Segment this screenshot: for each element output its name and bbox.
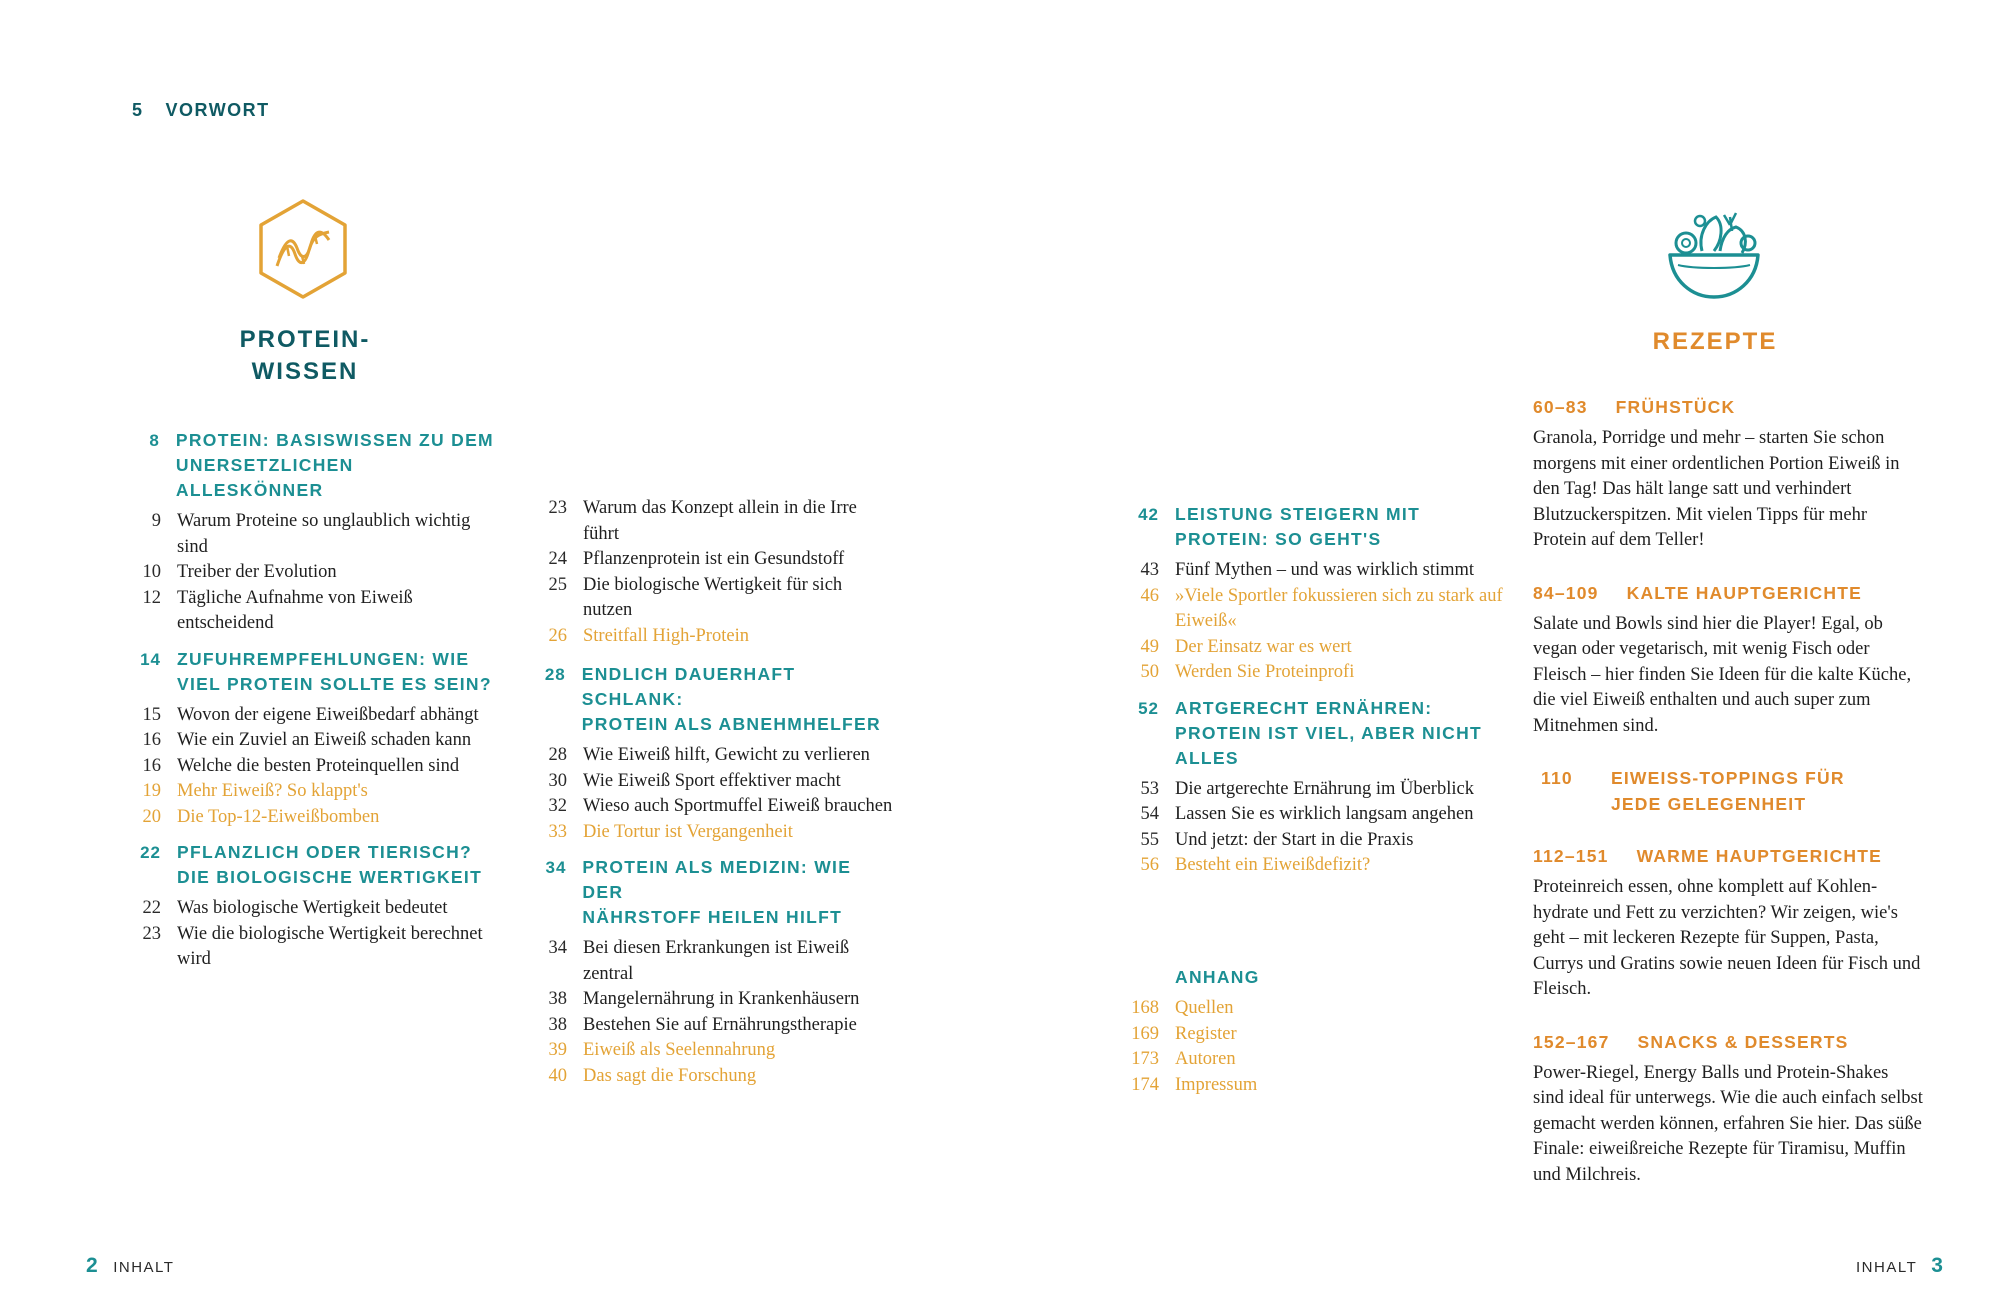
footer-right (1856, 1254, 1944, 1278)
entry-page-number: 20 (142, 806, 161, 827)
toc-entry[interactable] (1116, 853, 1506, 879)
toc-entry[interactable] (118, 779, 498, 805)
entry-title: Wie die biologische Wertigkeit berechnet wird (177, 923, 483, 969)
toc-entry[interactable] (1116, 1073, 1416, 1099)
recipe-page-range: 112–151 (1533, 846, 1609, 866)
recipe-section-title: EIWEISS-TOPPINGS FÜR JEDE GELEGENHEIT (1611, 768, 1845, 814)
anhang-section (1116, 965, 1416, 1108)
recipe-section-heading (1533, 1029, 1923, 1055)
section-title-line: ZUFUHREMPFEHLUNGEN: WIE (177, 648, 470, 669)
entry-title: Die Tortur ist Vergangenheit (583, 821, 793, 842)
entry-page-number: 12 (142, 587, 161, 608)
section-page-number: 34 (545, 858, 567, 877)
toc-entry[interactable] (524, 547, 894, 573)
section-title-line: PROTEIN IST VIEL, ABER NICHT (1175, 722, 1483, 743)
entry-page-number: 33 (548, 821, 567, 842)
entry-page-number: 19 (142, 781, 161, 801)
section-title-line: PFLANZLICH ODER TIERISCH? (177, 842, 472, 862)
section-title-line: UNERSETZLICHEN ALLESKÖNNER (175, 455, 354, 500)
dna-hexagon-icon (257, 198, 349, 300)
toc-entry[interactable] (524, 987, 894, 1013)
toc-entry[interactable] (118, 586, 498, 637)
entry-page-number: 49 (1140, 636, 1159, 657)
page-number-right: 3 (1931, 1254, 1945, 1277)
toc-entry[interactable] (524, 496, 894, 547)
toc-entry[interactable] (1116, 1047, 1416, 1073)
entry-title: Streitfall High-Protein (583, 625, 749, 646)
entry-title: »Viele Sportler fokussieren sich zu stark auf Eiweiß« (1175, 585, 1503, 631)
section-page-number: 28 (544, 665, 566, 684)
entry-page-number: 24 (548, 549, 567, 569)
recipe-section[interactable] (1533, 843, 1923, 1003)
entry-title: Wie Eiweiß Sport effektiver macht (583, 770, 841, 791)
entry-title: Warum das Konzept allein in die Irre führt (583, 498, 857, 544)
toc-entry[interactable] (524, 936, 894, 987)
recipe-section-title: WARME HAUPTGERICHTE (1636, 846, 1883, 866)
toc-entry[interactable] (1116, 635, 1506, 661)
section-page-number: 22 (140, 843, 161, 862)
toc-entry[interactable] (118, 728, 498, 754)
entry-page-number: 10 (142, 562, 161, 582)
toc-entry[interactable] (1116, 828, 1506, 854)
entry-page-number: 56 (1140, 855, 1159, 875)
toc-entry[interactable] (524, 1064, 894, 1090)
section-title-line: ARTGERECHT ERNÄHREN: (1175, 697, 1433, 718)
recipe-section-description: Proteinreich essen, ohne komplett auf Kohlen-hydrate und Fett zu verzichten? Wir zeigen, wie's geht – mit leckeren Rezepte für Suppen, Pasta, Currys und Gratins sowie neuen Ideen für Fisch und Fleisch. (1533, 877, 1921, 999)
toc-entry[interactable] (1116, 660, 1506, 686)
entry-page-number: 34 (548, 938, 567, 958)
entry-title: Warum Proteine so unglaublich wichtig sind (177, 511, 471, 557)
recipe-page-range: 110 (1541, 768, 1573, 788)
entry-page-number: 16 (142, 730, 161, 750)
toc-entry[interactable] (118, 509, 498, 560)
section-entries (118, 896, 498, 973)
entry-page-number: 168 (1131, 998, 1159, 1018)
toc-entry[interactable] (118, 922, 498, 973)
rezepte-heading: REZEPTE (1652, 328, 1778, 355)
entry-title: Impressum (1175, 1074, 1258, 1095)
toc-entry[interactable] (524, 820, 894, 846)
entry-page-number: 39 (548, 1040, 567, 1060)
entry-page-number: 9 (151, 511, 161, 531)
entry-title: Was biologische Wertigkeit bedeutet (177, 898, 448, 918)
entry-title: Wie Eiweiß hilft, Gewicht zu verlieren (583, 745, 870, 765)
toc-entry[interactable] (1116, 558, 1506, 584)
section-page-number: 14 (140, 649, 161, 669)
recipe-section-heading (1533, 765, 1923, 817)
toc-entry[interactable] (524, 624, 894, 650)
section-title-line: PROTEIN ALS ABNEHMHELFER (581, 714, 881, 734)
entry-title: Lassen Sie es wirklich langsam angehen (1175, 804, 1474, 824)
heading-line-1: PROTEIN- (239, 326, 371, 353)
entry-title: Bei diesen Erkrankungen ist Eiweiß zentral (583, 938, 850, 984)
vorwort-entry[interactable] (132, 100, 270, 121)
section-title-line: LEISTUNG STEIGERN MIT (1175, 504, 1421, 524)
entry-page-number: 25 (548, 574, 567, 595)
section-title-line: VIEL PROTEIN SOLLTE ES SEIN? (177, 673, 492, 694)
section-title (582, 662, 894, 737)
entry-page-number: 23 (548, 498, 567, 518)
section-entries (524, 936, 894, 1089)
section-entries (1116, 777, 1506, 879)
section-title (176, 428, 498, 503)
footer-label-left: INHALT (113, 1259, 175, 1276)
toc-entry[interactable] (118, 560, 498, 586)
entry-page-number: 43 (1140, 560, 1159, 580)
protein-wissen-heading (200, 324, 410, 388)
toc-entry[interactable] (524, 743, 894, 769)
toc-entry[interactable] (118, 754, 498, 780)
toc-entry[interactable] (118, 805, 498, 831)
toc-entry[interactable] (118, 896, 498, 922)
entry-title: Wie ein Zuviel an Eiweiß schaden kann (177, 730, 472, 750)
entry-page-number: 53 (1140, 778, 1159, 799)
toc-column-2 (524, 662, 894, 1099)
entry-page-number: 50 (1140, 662, 1159, 682)
recipe-page-range: 60–83 (1533, 397, 1588, 417)
toc-entry[interactable] (1116, 802, 1506, 828)
entry-title: Das sagt die Forschung (583, 1065, 757, 1086)
recipe-section-title: KALTE HAUPTGERICHTE (1626, 582, 1862, 603)
entry-page-number: 38 (548, 1014, 567, 1035)
entry-page-number: 30 (548, 770, 567, 791)
entry-title: Mehr Eiweiß? So klappt's (177, 781, 368, 801)
entry-title: Wieso auch Sportmuffel Eiweiß brauchen (583, 796, 893, 816)
toc-entry[interactable] (1116, 777, 1506, 803)
section-title-line: PROTEIN: BASISWISSEN ZU DEM (175, 430, 494, 450)
entry-title: Treiber der Evolution (177, 562, 337, 582)
section-title (177, 840, 482, 890)
entry-page-number: 38 (548, 989, 567, 1009)
heading-line-2: WISSEN (251, 358, 359, 385)
entry-title: Mangelernährung in Krankenhäusern (583, 989, 860, 1009)
entry-page-number: 32 (548, 796, 567, 816)
entry-title: Register (1175, 1023, 1237, 1044)
toc-section-heading[interactable] (118, 840, 498, 890)
section-entries (118, 509, 498, 637)
footer-left (86, 1254, 174, 1278)
toc-column-3 (1116, 502, 1506, 889)
entry-title: Tägliche Aufnahme von Eiweiß entscheidend (177, 587, 413, 633)
section-title-line: PROTEIN ALS MEDIZIN: WIE DER (582, 857, 852, 902)
entry-page-number: 23 (142, 923, 161, 944)
toc-entry[interactable] (524, 1038, 894, 1064)
entry-title: Eiweiß als Seelennahrung (583, 1040, 776, 1060)
vorwort-label: VORWORT (165, 100, 270, 120)
entry-page-number: 54 (1140, 804, 1159, 824)
recipe-section-title: SNACKS & DESSERTS (1637, 1031, 1849, 1052)
rezepte-list (1533, 394, 1923, 1214)
entry-page-number: 40 (548, 1065, 567, 1086)
toc-entry[interactable] (1116, 1022, 1416, 1048)
toc-entry[interactable] (524, 794, 894, 820)
entry-page-number: 22 (142, 898, 161, 918)
entry-page-number: 173 (1131, 1049, 1159, 1069)
toc-entry[interactable] (118, 703, 498, 729)
toc-entry[interactable] (524, 573, 894, 624)
section-title-line: DIE BIOLOGISCHE WERTIGKEIT (177, 867, 483, 887)
section-entries (524, 743, 894, 845)
entry-page-number: 28 (548, 745, 567, 765)
entry-page-number: 16 (142, 755, 161, 776)
entry-page-number: 15 (142, 704, 161, 725)
section-title (582, 855, 894, 930)
section-title (177, 647, 492, 697)
entry-title: Die biologische Wertigkeit für sich nutzen (583, 574, 843, 620)
entry-title: Die artgerechte Ernährung im Überblick (1175, 778, 1474, 799)
salad-bowl-icon (1664, 207, 1764, 303)
entry-title: Bestehen Sie auf Ernährungstherapie (583, 1014, 857, 1035)
recipe-section[interactable] (1533, 1029, 1923, 1189)
toc-section-heading[interactable] (524, 662, 894, 737)
section-title-line: ENDLICH DAUERHAFT SCHLANK: (581, 664, 796, 709)
recipe-page-range: 152–167 (1533, 1031, 1610, 1052)
recipe-section[interactable] (1533, 765, 1923, 817)
entry-title: Die Top-12-Eiweißbomben (177, 806, 380, 827)
vorwort-page-number: 5 (132, 100, 144, 120)
entry-title: Besteht ein Eiweißdefizit? (1175, 855, 1371, 875)
anhang-title: ANHANG (1175, 967, 1260, 987)
toc-column-1 (118, 428, 498, 983)
recipe-section-description: Granola, Porridge und mehr – starten Sie schon morgens mit einer ordentlichen Portion Eiweiß in den Tag! Das hält lange satt und verhindert Blutzuckerspitzen. Mit vielen Tipps für mehr Protein auf dem Teller! (1533, 428, 1900, 550)
entry-page-number: 26 (548, 625, 567, 646)
toc-entry[interactable] (524, 1013, 894, 1039)
entry-page-number: 169 (1131, 1023, 1159, 1044)
toc-section-heading[interactable] (1116, 696, 1506, 771)
section-title-line: ALLES (1175, 747, 1239, 768)
section-page-number: 52 (1138, 698, 1159, 718)
recipe-section-heading (1533, 580, 1923, 606)
toc-section-heading[interactable] (118, 428, 498, 503)
entry-title: Werden Sie Proteinprofi (1175, 662, 1355, 682)
page-number-left: 2 (86, 1254, 100, 1277)
recipe-section-heading (1533, 843, 1923, 869)
entry-title: Pflanzenprotein ist ein Gesundstoff (583, 549, 845, 569)
section-title-line: PROTEIN: SO GEHT'S (1175, 529, 1382, 549)
toc-entry[interactable] (524, 769, 894, 795)
entry-page-number: 46 (1140, 585, 1159, 606)
footer-label-right: INHALT (1856, 1259, 1918, 1276)
section-entries (118, 703, 498, 831)
recipe-section-title: FRÜHSTÜCK (1615, 397, 1736, 417)
recipe-section-heading (1533, 394, 1923, 420)
entry-page-number: 55 (1140, 829, 1159, 850)
recipe-page-range: 84–109 (1533, 582, 1599, 603)
section-title-line: NÄHRSTOFF HEILEN HILFT (582, 907, 843, 927)
recipe-section-description: Salate und Bowls sind hier die Player! Egal, ob vegan oder vegetarisch, mit wenig Fisch oder Fleisch – hier finden Sie Ideen für die kalte Küche, die viel Eiweiß enthalten und auch super zum Mitnehmen sind. (1533, 613, 1912, 736)
toc-section-heading[interactable] (524, 855, 894, 930)
toc-section-heading[interactable] (1116, 502, 1506, 552)
recipe-section[interactable] (1533, 394, 1923, 554)
section-title (1175, 502, 1420, 552)
section-page-number: 8 (149, 431, 160, 450)
entry-title: Der Einsatz war es wert (1175, 636, 1352, 657)
entry-title: Und jetzt: der Start in die Praxis (1175, 829, 1414, 850)
section-entries (1116, 558, 1506, 686)
entry-title: Quellen (1175, 998, 1234, 1018)
entry-title: Wovon der eigene Eiweißbedarf abhängt (177, 704, 479, 725)
recipe-section-description: Power-Riegel, Energy Balls und Protein-Shakes sind ideal für unterwegs. Wie die auch einfach selbst gemacht werden können, erfahren Sie hier. Das süße Finale: eiweißreiche Rezepte für Tiramisu, Muffin und Milchreis. (1533, 1062, 1923, 1185)
toc-entry[interactable] (1116, 996, 1416, 1022)
entry-title: Autoren (1175, 1049, 1236, 1069)
section-page-number: 42 (1138, 505, 1159, 524)
entry-title: Fünf Mythen – und was wirklich stimmt (1175, 560, 1475, 580)
entry-title: Welche die besten Proteinquellen sind (177, 755, 460, 776)
recipe-section[interactable] (1533, 580, 1923, 740)
toc-entry[interactable] (1116, 584, 1506, 635)
entry-page-number: 174 (1131, 1074, 1159, 1095)
section-title (1175, 696, 1482, 771)
toc-column-2-continued (524, 496, 894, 649)
toc-section-heading[interactable] (118, 647, 498, 697)
